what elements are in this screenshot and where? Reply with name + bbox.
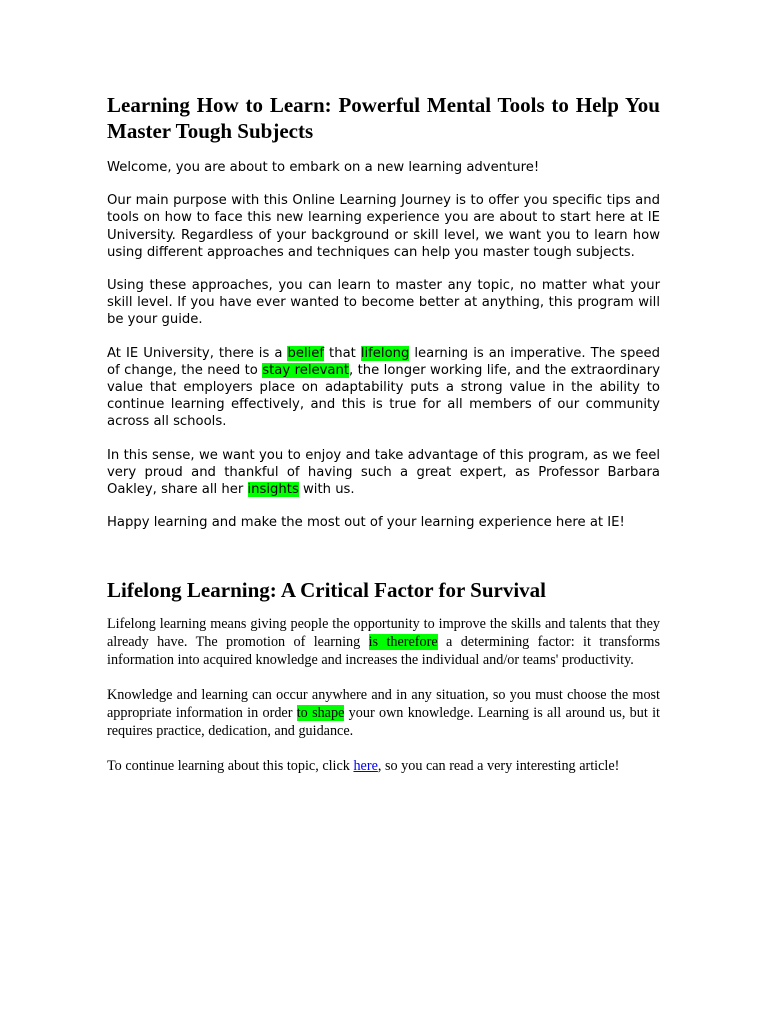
text-span: with us.	[298, 482, 355, 498]
approaches-paragraph: Using these approaches, you can learn to master any topic, no matter what your skill level. If you have ever wanted to become better at anything, this program will be your guide.	[107, 278, 660, 328]
text-span: , the longer working life, and the extraordinary value that employers place on adaptability puts a strong value in the ability to continue learning effectively, and this is true for all members of our community across all schools.	[107, 362, 660, 430]
highlight-insights: insights	[247, 482, 299, 498]
happy-paragraph: Happy learning and make the most out of your learning experience here at IE!	[107, 515, 625, 531]
highlight-lifelong: lifelong	[360, 345, 410, 361]
welcome-paragraph: Welcome, you are about to embark on a new learning adventure!	[107, 160, 540, 175]
continue-paragraph	[107, 757, 660, 775]
text-span: At IE University, there is a	[107, 345, 288, 361]
document-page	[107, 92, 660, 792]
text-span: In this sense, we want you to enjoy and take advantage of this program, as we feel very proud and thankful of having such a great expert, as Professor Barbara Oakley, share all her	[107, 447, 660, 498]
section-heading: Lifelong Learning: A Critical Factor for Survival	[107, 578, 547, 603]
highlight-stay-relevant: stay relevant	[262, 362, 350, 378]
lifelong-paragraph	[107, 615, 660, 669]
text-span: a determining factor: it transforms information into acquired knowledge and increases the individual and/or teams' productivity.	[107, 634, 660, 669]
text-span: that	[324, 345, 361, 361]
highlight-is-therefore: is therefore	[368, 634, 438, 651]
document-title: Learning How to Learn: Powerful Mental Tools to Help You Master Tough Subjects	[107, 93, 660, 143]
text-span: your own knowledge. Learning is all around us, but it requires practice, dedication, and guidance.	[107, 705, 660, 740]
knowledge-paragraph	[107, 686, 660, 740]
text-span: learning is an imperative. The speed of change, the need to	[107, 345, 660, 378]
text-span: To continue learning about this topic, click	[107, 758, 354, 775]
here-link[interactable]: here	[353, 758, 378, 775]
text-span: Knowledge and learning can occur anywhere and in any situation, so you must choose the most appropriate information in order	[107, 687, 660, 722]
highlight-to-shape: to shape	[296, 705, 345, 722]
sense-paragraph	[107, 447, 660, 499]
belief-paragraph	[107, 345, 660, 431]
purpose-paragraph: Our main purpose with this Online Learning Journey is to offer you specific tips and tools on how to face this new learning experience you are about to start here at IE University. Regardless of your background or skill level, we want you to learn how using different approaches and techniques can help you master tough subjects.	[107, 193, 660, 260]
text-span: , so you can read a very interesting article!	[377, 758, 620, 775]
highlight-belief: belief	[287, 345, 325, 361]
text-span: Lifelong learning means giving people the opportunity to improve the skills and talents that they already have. The promotion of learning	[107, 616, 660, 651]
